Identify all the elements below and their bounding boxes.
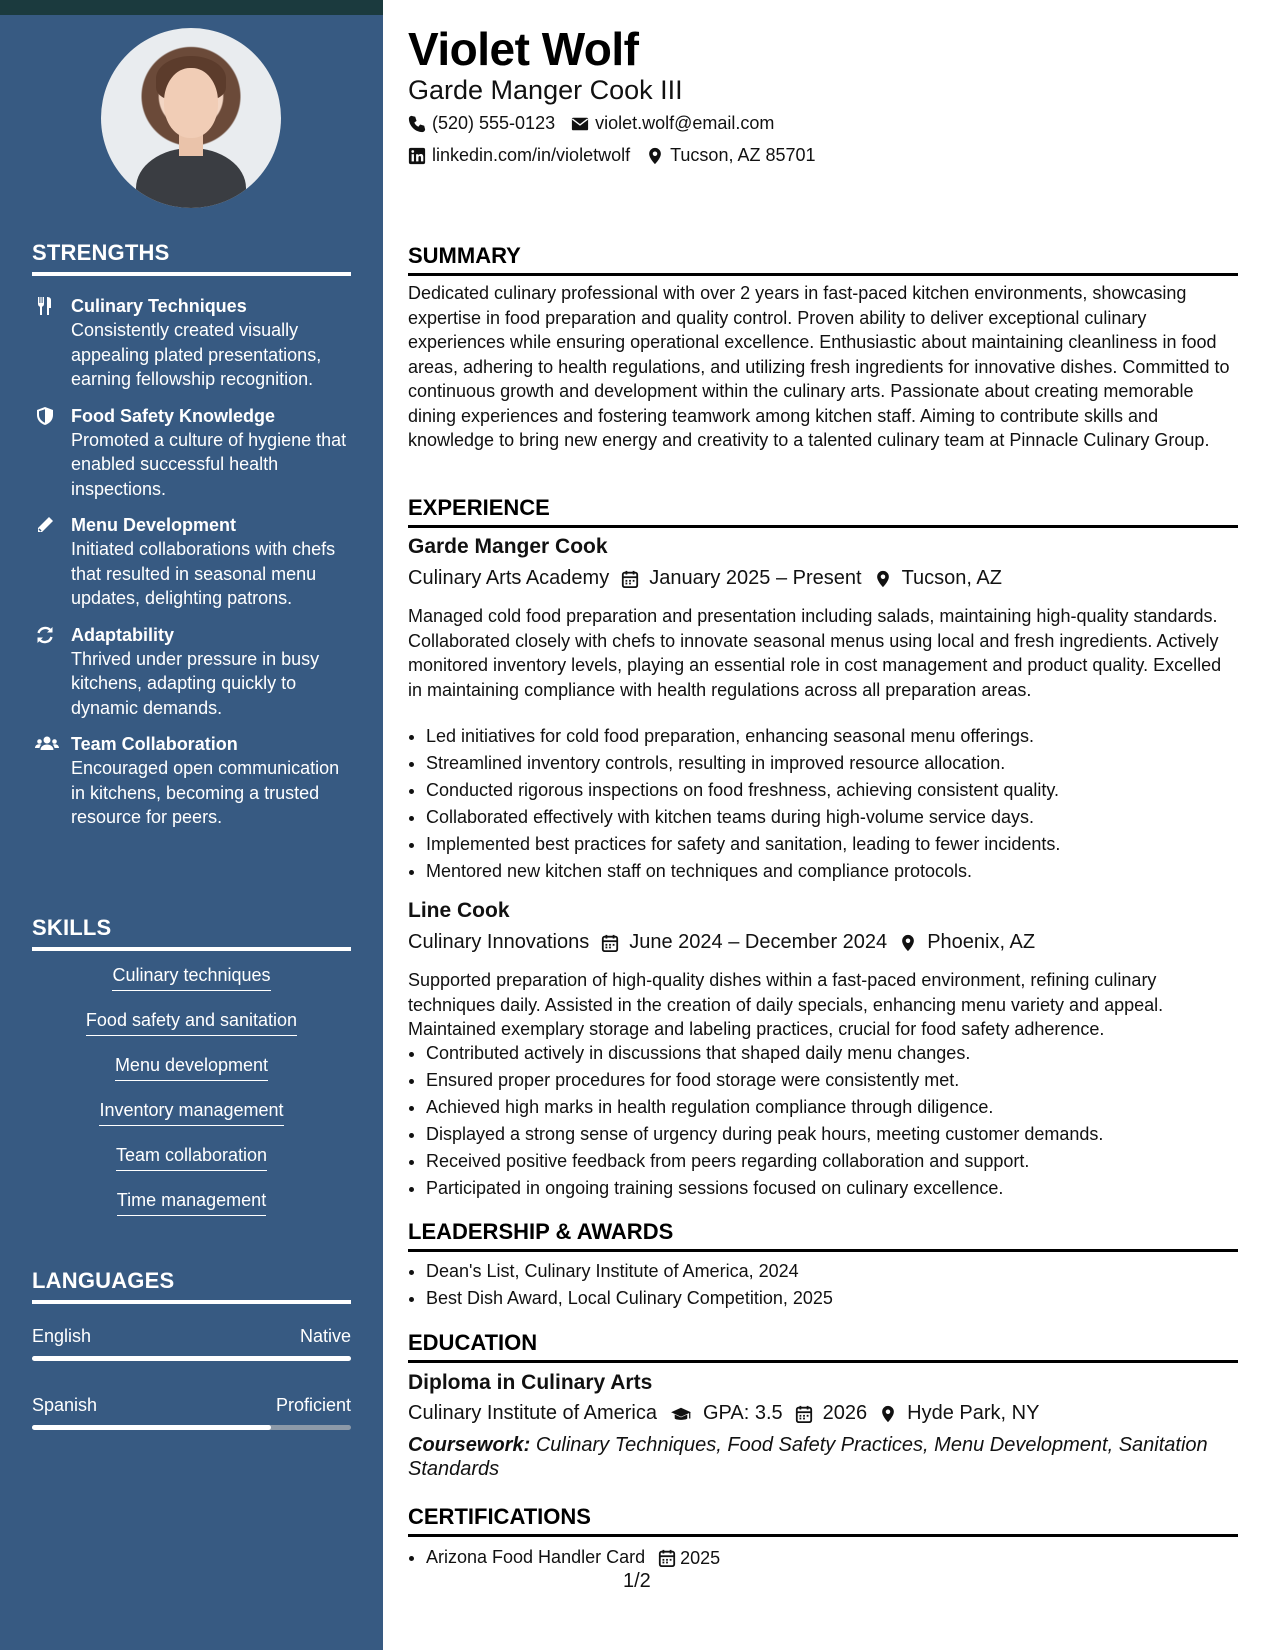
map-pin-icon: [879, 1405, 897, 1423]
users-icon: [35, 734, 55, 754]
list-item: • Ensured proper procedures for food storage were consistently met.: [426, 1067, 1238, 1094]
list-item: • Streamlined inventory controls, resulting in improved resource allocation.: [426, 750, 1238, 777]
list-item: • Mentored new kitchen staff on techniques and compliance protocols.: [426, 858, 1238, 885]
language-level: Native: [299, 1326, 351, 1346]
strength-desc: Initiated collaborations with chefs that resulted in seasonal menu updates, delighting patrons.: [71, 539, 336, 608]
languages-section: [32, 1268, 351, 1430]
gpa: [669, 1402, 783, 1425]
list-item: • Received positive feedback from peers regarding collaboration and support.: [426, 1148, 1238, 1175]
list-item: [426, 1544, 1238, 1572]
strength-desc: Promoted a culture of hygiene that enabled successful health inspections.: [71, 429, 347, 499]
language-bar-fill: [32, 1425, 271, 1430]
strength-desc: Consistently created visually appealing plated presentations, earning fellowship recognition.: [71, 320, 322, 389]
certification-year: [658, 1545, 720, 1572]
phone-item: [408, 113, 555, 134]
certifications-heading: CERTIFICATIONS: [408, 1504, 1238, 1537]
strength-item: [32, 623, 351, 721]
strength-item: [32, 732, 351, 830]
education-location: [879, 1402, 1039, 1425]
map-pin-icon: [874, 570, 892, 588]
sidebar: [0, 0, 383, 1650]
list-item: • Conducted rigorous inspections on food freshness, achieving consistent quality.: [426, 777, 1238, 804]
strengths-heading: STRENGTHS: [32, 240, 351, 276]
profile-photo: [101, 28, 281, 208]
list-item: • Collaborated effectively with kitchen teams during high-volume service days.: [426, 804, 1238, 831]
strength-title: Menu Development: [71, 515, 237, 535]
language-bar-fill: [32, 1356, 351, 1361]
job-role: Garde Manger Cook III: [408, 75, 683, 105]
skill-item: Team collaboration: [116, 1143, 267, 1171]
person-name: Violet Wolf: [408, 23, 639, 75]
location-item: [646, 145, 815, 166]
job-dates: [601, 931, 887, 954]
skill-item: Menu development: [115, 1053, 268, 1081]
certification-year-text: 2025: [680, 1547, 721, 1568]
map-pin-icon: [646, 147, 664, 165]
location-text: Tucson, AZ 85701: [670, 145, 816, 165]
list-item: • Led initiatives for cold food preparation, enhancing seasonal menu offerings.: [426, 723, 1238, 750]
page-number: 1/2: [623, 1570, 651, 1592]
job-dates-text: June 2024 – December 2024: [629, 931, 888, 953]
job-dates: [621, 567, 861, 590]
job-location: [899, 931, 1035, 954]
company-name: Culinary Innovations: [408, 931, 590, 953]
language-row: [32, 1326, 351, 1347]
calendar-icon: [621, 570, 639, 588]
calendar-icon: [795, 1405, 813, 1423]
leadership-list: [426, 1258, 1238, 1312]
map-pin-icon: [899, 934, 917, 952]
job-location-text: Phoenix, AZ: [927, 931, 1036, 953]
graduation-cap-icon: [669, 1405, 693, 1423]
certification-name: Arizona Food Handler Card: [426, 1547, 646, 1567]
linkedin-text[interactable]: linkedin.com/in/violetwolf: [432, 145, 631, 165]
education-year: [795, 1402, 868, 1425]
strength-desc: Encouraged open communication in kitchens, becoming a trusted resource for peers.: [71, 758, 340, 827]
education-year-text: 2026: [822, 1402, 868, 1424]
summary-text: Dedicated culinary professional with over 2 years in fast-paced kitchen environments, showcasing expertise in food preparation and quality control. Proven ability to deliver exceptional culinary experiences while ensuring operational excellence. Enthusiastic about maintaining cleanliness in food areas, adhering to health regulations, and utilizing fresh ingredients for innovative dishes. Committed to continuous growth and development within the culinary arts. Passionate about creating memorable dining experiences and fostering teamwork among kitchen staff. Aiming to contribute skills and knowledge to bring new energy and creativity to a talented culinary team at Pinnacle Culinary Group.: [408, 283, 1230, 450]
language-name: Spanish: [32, 1395, 98, 1415]
list-item: • Contributed actively in discussions that shaped daily menu changes.: [426, 1040, 1238, 1067]
language-level: Proficient: [275, 1395, 351, 1415]
education-heading: EDUCATION: [408, 1330, 1238, 1363]
job-meta: [408, 567, 1002, 590]
job-description: Supported preparation of high-quality dishes within a fast-paced environment, refining culinary techniques daily. Assisted in the creation of daily specials, enhancing menu variety and appeal. Maintained exemplary storage and labeling practices, crucial for food safety adherence.: [408, 970, 1164, 1039]
contact-row: [408, 145, 816, 166]
strength-title: Culinary Techniques: [71, 296, 247, 316]
company-name: Culinary Arts Academy: [408, 567, 610, 589]
skill-item: Inventory management: [99, 1098, 283, 1126]
skills-list: [32, 963, 351, 1233]
job-meta: [408, 931, 1035, 954]
leadership-heading: LEADERSHIP & AWARDS: [408, 1219, 1238, 1252]
pencil-icon: [35, 515, 55, 535]
job-description: Managed cold food preparation and presentation including salads, maintaining high-quality standards. Collaborated closely with chefs to innovate seasonal menus using local and fresh ingredients. Actively monitored inventory levels, playing an essential role in cost management and product quality. Excelled in maintaining compliance with health regulations across all preparation areas.: [408, 606, 1222, 700]
experience-heading: EXPERIENCE: [408, 495, 1238, 528]
email-text[interactable]: violet.wolf@email.com: [595, 113, 775, 133]
strengths-section: [32, 240, 351, 830]
list-item: • Implemented best practices for safety and sanitation, leading to fewer incidents.: [426, 831, 1238, 858]
shield-icon: [35, 406, 55, 426]
skill-item: Food safety and sanitation: [86, 1008, 297, 1036]
refresh-icon: [35, 625, 55, 645]
language-bar: [32, 1425, 351, 1430]
gpa-text: GPA: 3.5: [703, 1402, 783, 1424]
strength-item: [32, 404, 351, 502]
strength-item: [32, 513, 351, 611]
certifications-list: [426, 1544, 1238, 1572]
languages-heading: LANGUAGES: [32, 1268, 351, 1304]
job-location-text: Tucson, AZ: [901, 567, 1002, 589]
degree-title: Diploma in Culinary Arts: [408, 1371, 653, 1394]
job-title: Garde Manger Cook: [408, 535, 608, 558]
job-bullets: [426, 723, 1238, 885]
contact-row: [408, 113, 774, 134]
strength-desc: Thrived under pressure in busy kitchens, adapting quickly to dynamic demands.: [71, 648, 320, 718]
list-item: • Dean's List, Culinary Institute of America, 2024: [426, 1258, 1238, 1285]
strength-title: Team Collaboration: [71, 734, 238, 754]
strength-title: Adaptability: [71, 624, 175, 645]
education-meta: [408, 1402, 1039, 1425]
strength-title: Food Safety Knowledge: [71, 405, 276, 426]
skill-item: Culinary techniques: [112, 963, 270, 991]
job-bullets: [426, 1040, 1238, 1202]
coursework-label: Coursework:: [408, 1434, 531, 1456]
job-title: Line Cook: [408, 899, 510, 922]
language-bar: [32, 1356, 351, 1361]
calendar-icon: [658, 1549, 676, 1567]
list-item: • Displayed a strong sense of urgency during peak hours, meeting customer demands.: [426, 1121, 1238, 1148]
strength-item: [32, 294, 351, 392]
phone-icon: [408, 115, 426, 133]
linkedin-icon: [408, 147, 426, 165]
list-item: • Best Dish Award, Local Culinary Competition, 2025: [426, 1285, 1238, 1312]
skill-item: Time management: [117, 1188, 266, 1216]
list-item: • Participated in ongoing training sessions focused on culinary excellence.: [426, 1175, 1238, 1202]
calendar-icon: [601, 934, 619, 952]
coursework-text: Culinary Techniques, Food Safety Practices, Menu Development, Sanitation Standards: [408, 1434, 1208, 1480]
skills-heading: SKILLS: [32, 915, 351, 951]
language-name: English: [32, 1326, 92, 1346]
job-dates-text: January 2025 – Present: [649, 567, 862, 589]
phone-text: (520) 555-0123: [432, 113, 556, 133]
linkedin-item[interactable]: [408, 145, 630, 166]
language-row: [32, 1395, 351, 1416]
coursework: [408, 1433, 1238, 1481]
email-item[interactable]: [571, 113, 774, 134]
school-name: Culinary Institute of America: [408, 1402, 657, 1424]
utensils-icon: [35, 296, 55, 316]
sidebar-top-bar: [0, 0, 383, 15]
envelope-icon: [571, 115, 589, 133]
skills-section: [32, 915, 351, 1233]
education-location-text: Hyde Park, NY: [907, 1402, 1040, 1424]
summary-heading: SUMMARY: [408, 243, 1238, 276]
job-location: [874, 567, 1002, 590]
list-item: • Achieved high marks in health regulation compliance through diligence.: [426, 1094, 1238, 1121]
